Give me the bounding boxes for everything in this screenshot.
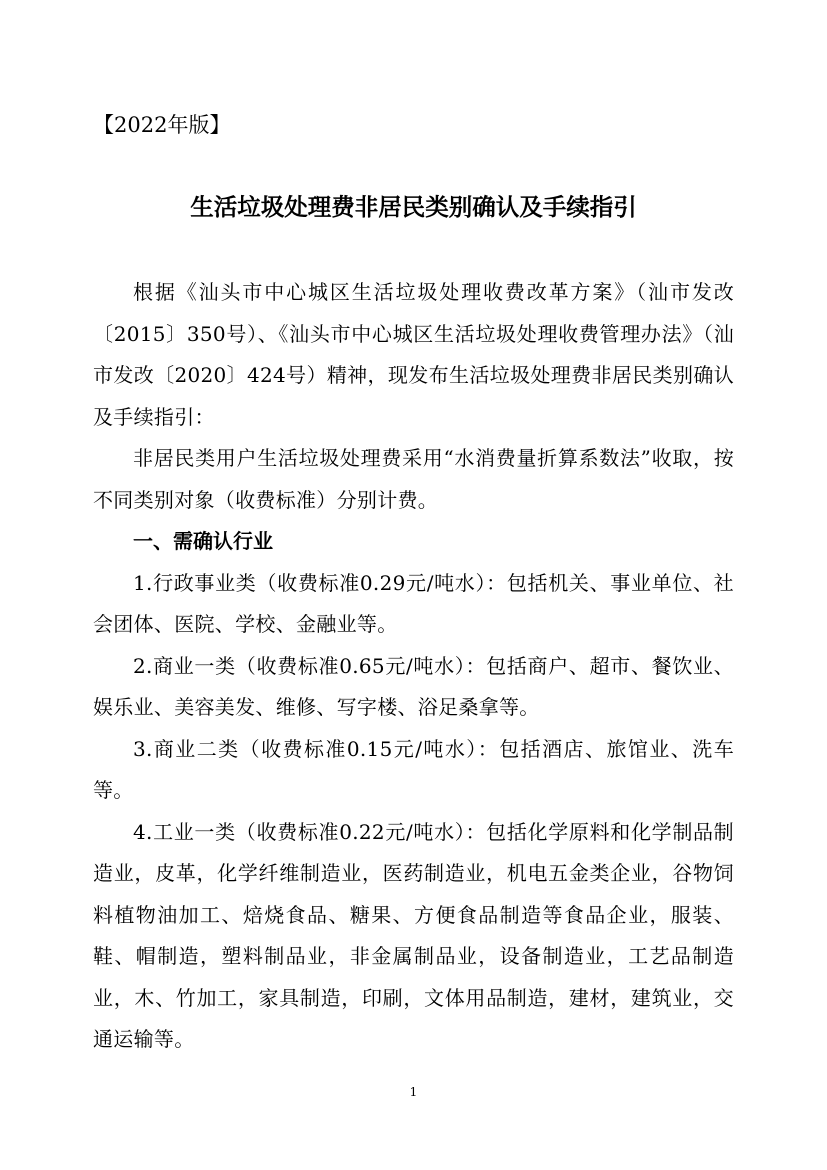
- method-paragraph: 非居民类用户生活垃圾处理费采用“水消费量折算系数法”收取，按不同类别对象（收费标准）分别计费。: [93, 446, 734, 512]
- list-item: 3.商业二类（收费标准0.15元/吨水）：包括酒店、旅馆业、洗车等。: [93, 736, 734, 802]
- list-item: 2.商业一类（收费标准0.65元/吨水）：包括商户、超市、餐饮业、娱乐业、美容美发、维修、写字楼、浴足桑拿等。: [93, 653, 734, 719]
- document-title: 生活垃圾处理费非居民类别确认及手续指引: [190, 193, 637, 221]
- list-item: 4.工业一类（收费标准0.22元/吨水）：包括化学原料和化学制品制造业，皮革，化学纤维制造业，医药制造业，机电五金类企业，谷物饲料植物油加工、焙烧食品、糖果、方便食品制造等食品企业，服装、鞋、帽制造，塑料制品业，非金属制品业，设备制造业，工艺品制造业，木、竹加工，家具制造，印刷，文体用品制造，建材，建筑业，交通运输等。: [93, 819, 734, 1051]
- list-item: 1.行政事业类（收费标准0.29元/吨水）：包括机关、事业单位、社会团体、医院、学校、金融业等。: [93, 570, 734, 636]
- intro-paragraph: 根据《汕头市中心城区生活垃圾处理收费改革方案》（汕市发改〔2015〕350号）、《汕头市中心城区生活垃圾处理收费管理办法》（汕市发改〔2020〕424号）精神，现发布生活垃圾处理费非居民类别确认及手续指引：: [93, 280, 734, 429]
- document-body: [93, 272, 734, 1061]
- page-number: 1: [409, 1085, 418, 1099]
- edition-label: 【2022年版】: [93, 113, 231, 137]
- section-heading: 一、需确认行业: [133, 529, 273, 553]
